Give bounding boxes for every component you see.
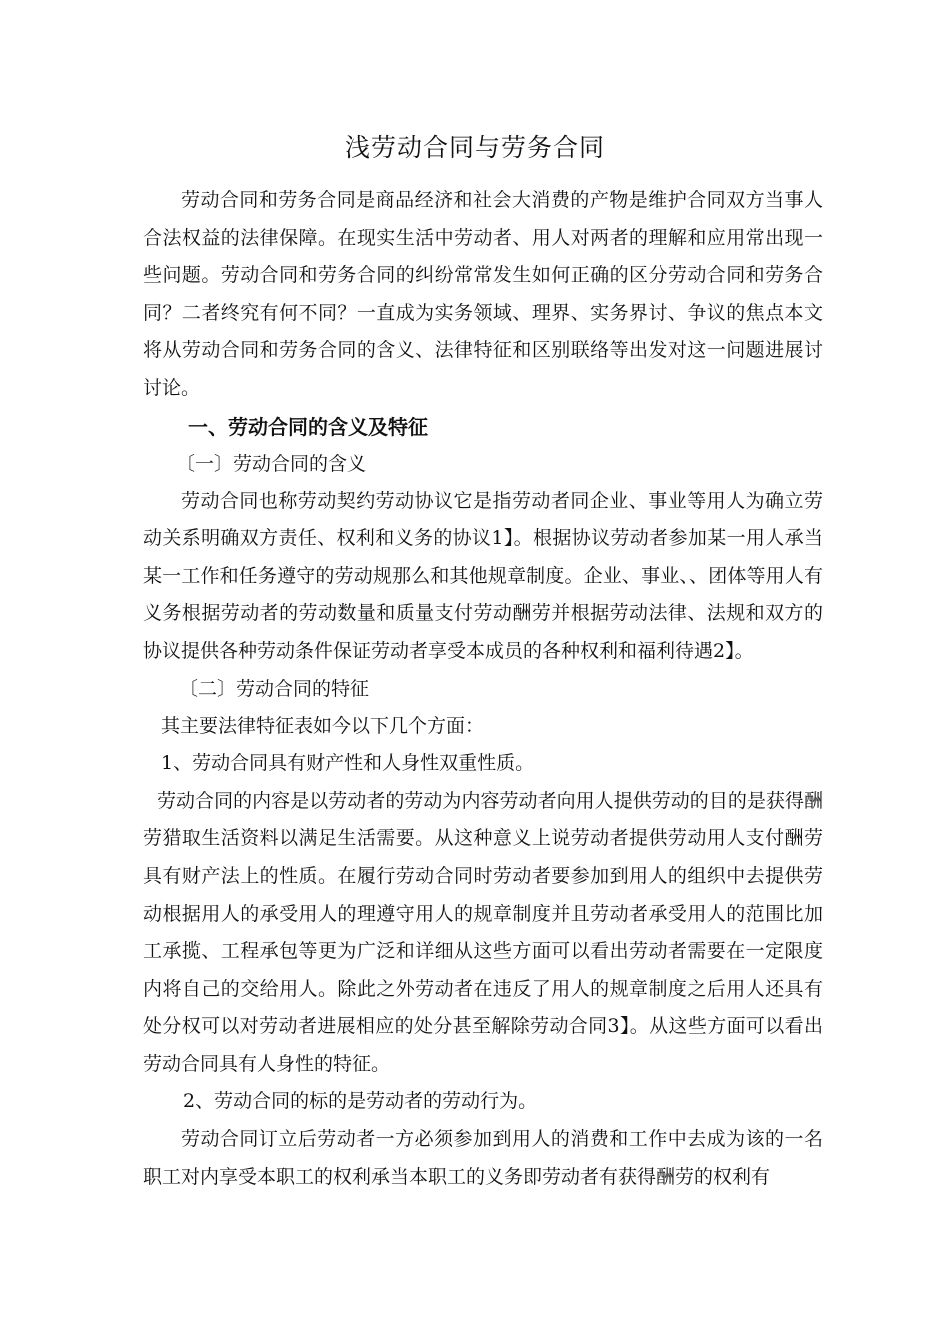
document-title: 浅劳动合同与劳务合同 xyxy=(344,133,605,162)
intro-paragraph: 劳动合同和劳务合同是商品经济和社会大消费的产物是维护合同双方当事人合法权益的法律保障。在现实生活中劳动者、用人对两者的理解和应用常出现一些问题。劳动合同和劳务合同的纠纷常常发生如何正确的区分劳动合同和劳务合同？二者终究有何不同？一直成为实务领域、理界、实务界讨、争议的焦点本文将从劳动合同和劳务合同的含义、法律特征和区别联络等出发对这一问题进展讨讨论。 xyxy=(143,189,823,399)
feature-2-paragraph: 劳动合同订立后劳动者一方必须参加到用人的消费和工作中去成为该的一名职工对内享受本职工的权利承当本职工的义务即劳动者有获得酬劳的权利有 xyxy=(143,1128,823,1188)
features-lead: 其主要法律特征表如今以下几个方面： xyxy=(161,714,485,737)
subsection-heading-1: 〔一〕劳动合同的含义 xyxy=(176,452,367,475)
feature-2-title: 2、劳动合同的标的是劳动者的劳动行为。 xyxy=(183,1090,538,1113)
feature-1-paragraph: 劳动合同的内容是以劳动者的劳动为内容劳动者向用人提供劳动的目的是获得酬劳猎取生活资料以满足生活需要。从这种意义上说劳动者提供劳动用人支付酬劳具有财产法上的性质。在履行劳动合同时劳动者要参加到用人的组织中去提供劳动根据用人的承受用人的理遵守用人的规章制度并且劳动者承受用人的范围比加工承揽、工程承包等更为广泛和详细从这些方面可以看出劳动者需要在一定限度内将自己的交给用人。除此之外劳动者在违反了用人的规章制度之后用人还具有处分权可以对劳动者进展相应的处分甚至解除劳动合同3】。从这些方面可以看出劳动合同具有人身性的特征。 xyxy=(143,789,823,1075)
subsection-heading-2: 〔二〕劳动合同的特征 xyxy=(179,677,370,700)
feature-1-title: 1、劳动合同具有财产性和人身性双重性质。 xyxy=(161,752,535,775)
section-heading-1: 一、劳动合同的含义及特征 xyxy=(188,414,428,439)
definition-paragraph: 劳动合同也称劳动契约劳动协议它是指劳动者同企业、事业等用人为确立劳动关系明确双方责任、权利和义务的协议1】。根据协议劳动者参加某一用人承当某一工作和任务遵守的劳动规那么和其他规章制度。企业、事业、、团体等用人有义务根据劳动者的劳动数量和质量支付劳动酬劳并根据劳动法律、法规和双方的协议提供各种劳动条件保证劳动者享受本成员的各种权利和福利待遇2】。 xyxy=(143,489,823,662)
document-body xyxy=(143,182,823,1196)
